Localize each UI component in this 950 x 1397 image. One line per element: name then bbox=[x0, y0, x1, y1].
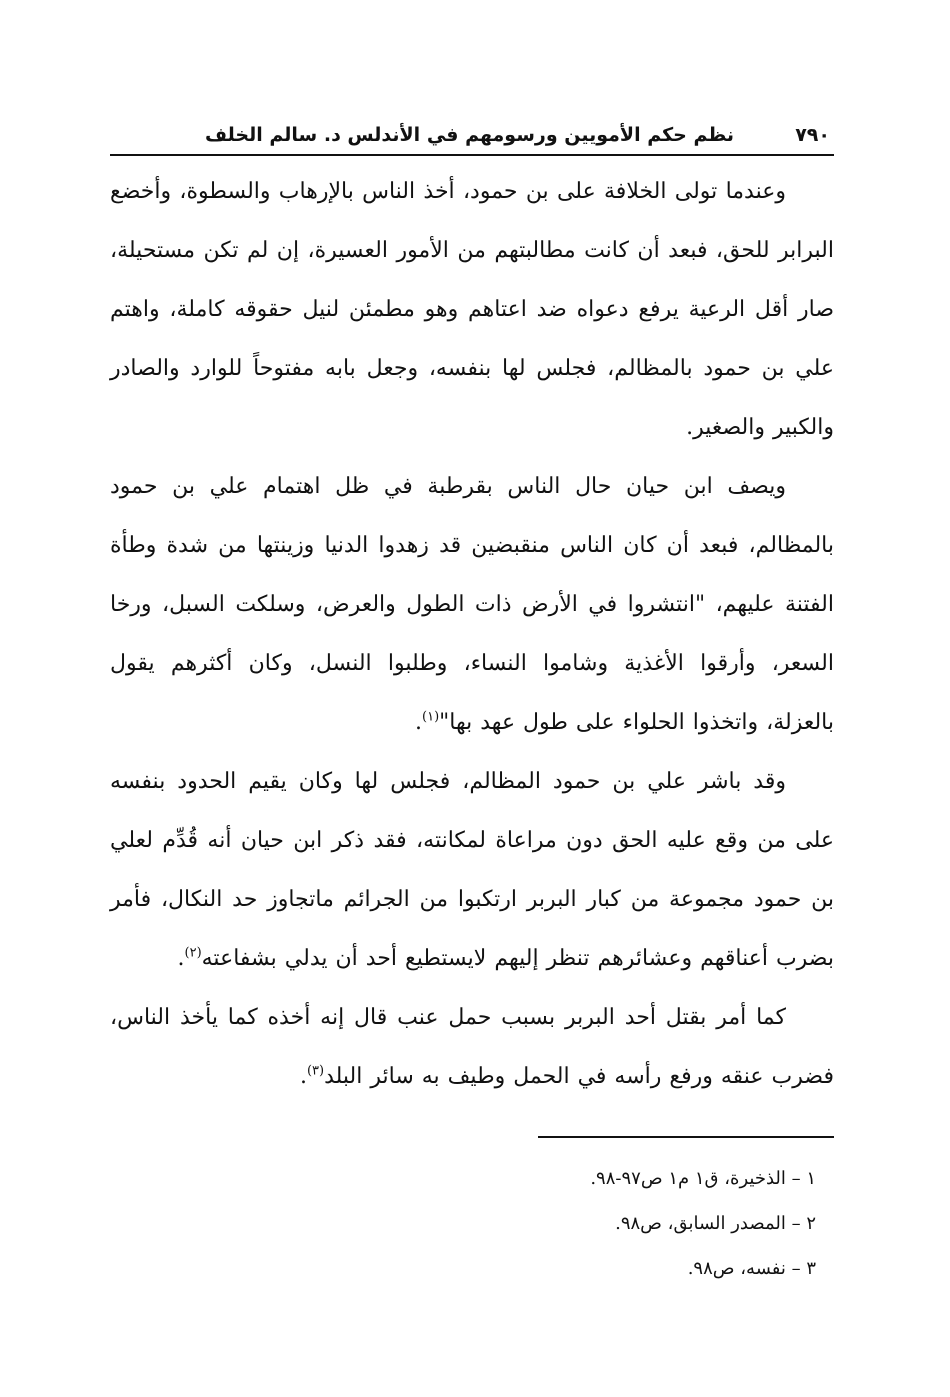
footnote-marker: (١) bbox=[422, 709, 440, 725]
page-number: ٧٩٠ bbox=[795, 124, 830, 146]
paragraph-1 bbox=[110, 162, 834, 457]
paragraph-text: وقد باشر علي بن حمود المظالم، فجلس لها وكان يقيم الحدود بنفسه على من وقع عليه الحق دون مراعاة لمكانته، فقد ذكر ابن حيان أنه قُدِّم لعلي بن حمود مجموعة من كبار البربر ارتكبوا من الجرائم ماتجاوز حد النكال، فأمر بضرب أعناقهم وعشائرهم تنظر إليهم لايستطيع أحد أن يدلي بشفاعته bbox=[110, 769, 834, 971]
footnotes bbox=[110, 1156, 834, 1291]
footnote-separator bbox=[538, 1136, 834, 1138]
paragraph-4: كما أمر بقتل أحد البربر بسبب حمل عنب قال إنه أخذه كما يأخذ الناس، فضرب عنقه ورفع رأسه في الحمل وطيف به سائر البلد$^{(٣)}$. bbox=[110, 1005, 834, 1089]
running-header bbox=[110, 120, 834, 156]
footnote-marker: (٢) bbox=[184, 945, 202, 961]
footnote-1: ١ – الذخيرة، ق١ م١ ص٩٧-٩٨. bbox=[590, 1168, 816, 1189]
paragraph-text: كما أمر بقتل أحد البربر بسبب حمل عنب قال إنه أخذه كما يأخذ الناس، فضرب عنقه ورفع رأسه في الحمل وطيف به سائر البلد bbox=[110, 1005, 834, 1089]
paragraph-2: ويصف ابن حيان حال الناس بقرطبة في ظل اهتمام علي بن حمود بالمظالم، فبعد أن كان الناس منقبضين قد زهدوا الدنيا وزينتها من شدة وطأة الفتنة عليهم، "انتشروا في الأرض ذات الطول والعرض، وسلكت السبل، ورخا السعر، وأرقوا الأغذية وشاموا النساء، وطلبوا النسل، وكان أكثرهم يقول بالعزلة، واتخذوا الحلواء على طول عهد بها"$^{(١)}$. bbox=[110, 474, 834, 735]
footnote-3: ٣ – نفسه، ص٩٨. bbox=[687, 1258, 816, 1279]
book-page bbox=[110, 120, 834, 1320]
running-title: نظم حكم الأمويين ورسومهم في الأندلس د. سالم الخلف bbox=[205, 124, 734, 146]
paragraph-text: وعندما تولى الخلافة على بن حمود، أخذ الناس بالإرهاب والسطوة، وأخضع البرابر للحق، فبعد أن كانت مطالبتهم من الأمور العسيرة، إن لم تكن مستحيلة، صار أقل الرعية يرفع دعواه ضد اعتاهم وهو مطمئن لنيل حقوقه كاملة، واهتم علي بن حمود بالمظالم، فجلس لها بنفسه، وجعل بابه مفتوحاً للوارد والصادر والكبير والصغير. bbox=[110, 179, 834, 440]
paragraph-text: ويصف ابن حيان حال الناس بقرطبة في ظل اهتمام علي بن حمود بالمظالم، فبعد أن كان الناس منقبضين قد زهدوا الدنيا وزينتها من شدة وطأة الفتنة عليهم، "انتشروا في الأرض ذات الطول والعرض، وسلكت السبل، ورخا السعر، وأرقوا الأغذية وشاموا النساء، وطلبوا النسل، وكان أكثرهم يقول بالعزلة، واتخذوا الحلواء على طول عهد بها" bbox=[110, 474, 834, 735]
footnote-2: ٢ – المصدر السابق، ص٩٨. bbox=[615, 1213, 816, 1234]
paragraph-3: وقد باشر علي بن حمود المظالم، فجلس لها وكان يقيم الحدود بنفسه على من وقع عليه الحق دون مراعاة لمكانته، فقد ذكر ابن حيان أنه قُدِّم لعلي بن حمود مجموعة من كبار البربر ارتكبوا من الجرائم ماتجاوز حد النكال، فأمر بضرب أعناقهم وعشائرهم تنظر إليهم لايستطيع أحد أن يدلي بشفاعته$^{(٢)}$. bbox=[110, 769, 834, 971]
body-text bbox=[110, 162, 834, 1106]
footnote-marker: (٣) bbox=[306, 1063, 325, 1079]
